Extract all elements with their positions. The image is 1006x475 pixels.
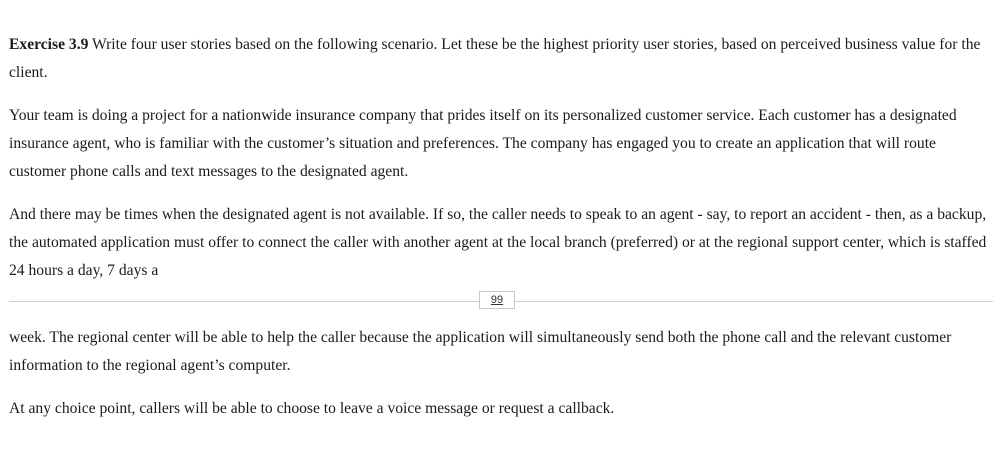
page-break bbox=[9, 288, 989, 324]
exercise-paragraph bbox=[9, 31, 989, 87]
scenario-paragraph: Your team is doing a project for a nationwide insurance company that prides itself on its personalized customer service. Each customer has a designated insurance agent, who is familiar with the customer’s situation and preferences. The company has engaged you to create an application that will route customer phone calls and text messages to the designated agent. bbox=[9, 107, 957, 180]
availability-paragraph: And there may be times when the designated agent is not available. If so, the caller needs to speak to an agent - say, to report an accident - then, as a backup, the automated application must offer to connect the caller with another agent at the local branch (preferred) or at the regional support center, which is staffed 24 hours a day, 7 days a bbox=[9, 206, 987, 279]
page-number-link[interactable]: 99 bbox=[479, 291, 515, 309]
exercise-text: Write four user stories based on the following scenario. Let these be the highest priority user stories, based on perceived business value for the client. bbox=[9, 36, 981, 81]
choice-point-paragraph: At any choice point, callers will be able to choose to leave a voice message or request a callback. bbox=[9, 400, 615, 417]
continuation-paragraph: week. The regional center will be able to help the caller because the application will simultaneously send both the phone call and the relevant customer information to the regional agent’s computer. bbox=[9, 329, 952, 374]
exercise-label: Exercise 3.9 bbox=[9, 36, 89, 53]
document-page bbox=[9, 31, 989, 423]
